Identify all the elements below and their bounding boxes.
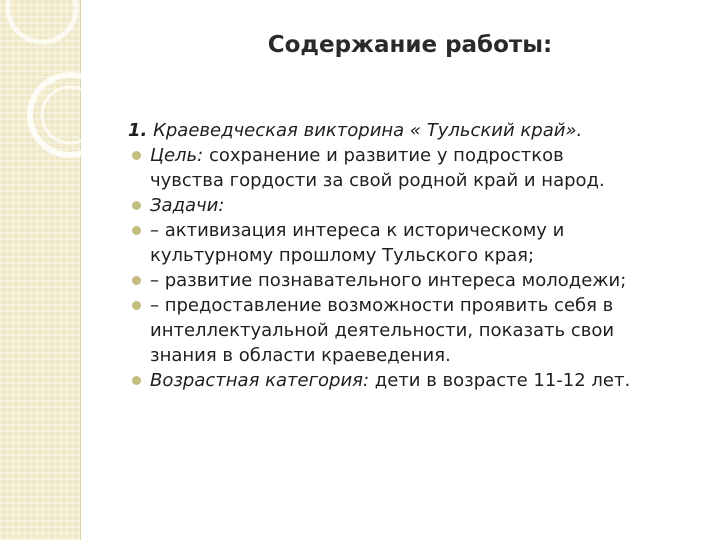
bullet-icon (132, 376, 141, 385)
list-item (128, 218, 708, 268)
bullet-icon (132, 201, 141, 210)
item-text: – активизация интереса к историческому и (150, 220, 565, 241)
bullet-icon (132, 276, 141, 285)
list-item (128, 268, 708, 293)
bullet-icon (132, 301, 141, 310)
bullet-icon (132, 226, 141, 235)
item-text: чувства гордости за свой родной край и народ. (150, 170, 605, 191)
heading-number: 1. (128, 120, 148, 141)
item-text: дети в возрасте 11-12 лет. (369, 370, 631, 391)
slide-title: Содержание работы: (267, 32, 553, 58)
decorative-circles-icon (0, 0, 120, 200)
item-text: – развитие познавательного интереса молодежи; (150, 270, 627, 291)
item-text: интеллектуальной деятельности, показать свои (150, 320, 615, 341)
item-text: культурному прошлому Тульского края; (150, 245, 535, 266)
item-text: – предоставление возможности проявить себя в (150, 295, 614, 316)
list-item (128, 368, 708, 393)
bullet-icon (132, 151, 141, 160)
item-label: Задачи: (150, 195, 225, 216)
slide-body (128, 118, 708, 393)
list-item (128, 293, 708, 368)
list-item (128, 193, 708, 218)
heading-line (128, 118, 708, 143)
item-text: знания в области краеведения. (150, 345, 451, 366)
list-item (128, 143, 708, 193)
item-text: сохранение и развитие у подростков (203, 145, 564, 166)
item-label: Возрастная категория: (150, 370, 370, 391)
item-label: Цель: (150, 145, 204, 166)
heading-text: Краеведческая викторина « Тульский край». (147, 120, 583, 141)
